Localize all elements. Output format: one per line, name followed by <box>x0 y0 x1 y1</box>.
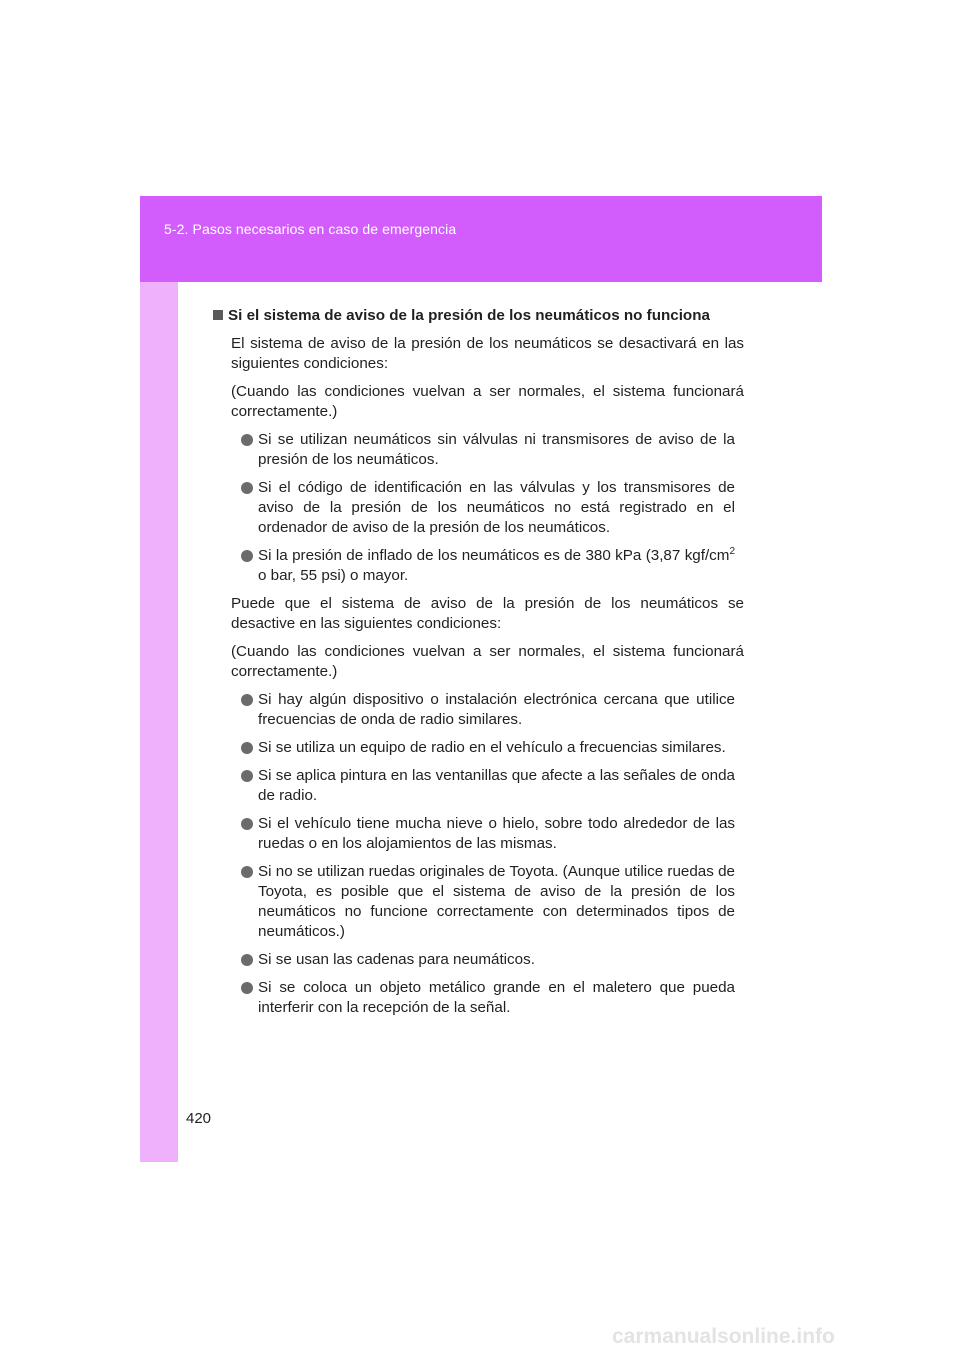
circle-bullet-icon <box>241 550 253 562</box>
square-bullet-icon <box>213 310 223 320</box>
list-item <box>258 738 735 758</box>
circle-bullet-icon <box>241 770 253 782</box>
paragraph: El sistema de aviso de la presión de los neumáticos se desactivará en las siguientes condiciones: <box>231 335 744 372</box>
chapter-title: 5-2. Pasos necesarios en caso de emergencia <box>164 221 457 237</box>
list-item <box>258 950 735 970</box>
circle-bullet-icon <box>241 482 253 494</box>
list-item-text: Si hay algún dispositivo o instalación electrónica cercana que utilice frecuencias de onda de radio similares. <box>258 691 735 728</box>
list-item <box>258 814 735 854</box>
list-item <box>258 546 735 586</box>
list-item <box>258 978 735 1018</box>
list-item-text: Si la presión de inflado de los neumáticos es de 380 kPa (3,87 kgf/cm <box>258 547 730 564</box>
superscript: 2 <box>729 545 735 557</box>
circle-bullet-icon <box>241 954 253 966</box>
list-item-text: Si no se utilizan ruedas originales de Toyota. (Aunque utilice ruedas de Toyota, es posible que el sistema de aviso de la presión de los neumáticos no funcione correctamente con determinados tipos de neumáticos.) <box>258 863 735 940</box>
section-heading-text: Si el sistema de aviso de la presión de los neumáticos no funciona <box>228 307 710 324</box>
circle-bullet-icon <box>241 742 253 754</box>
section-heading <box>213 306 744 326</box>
list-item <box>258 478 735 538</box>
watermark: carmanualsonline.info <box>612 1325 835 1348</box>
circle-bullet-icon <box>241 866 253 878</box>
list-item-text: Si el código de identificación en las válvulas y los transmisores de aviso de la presión de los neumáticos no está registrado en el ordenador de aviso de la presión de los neumáticos. <box>258 479 735 536</box>
circle-bullet-icon <box>241 818 253 830</box>
paragraph: Puede que el sistema de aviso de la presión de los neumáticos se desactive en las siguientes condiciones: <box>231 595 744 632</box>
circle-bullet-icon <box>241 694 253 706</box>
list-item-text: Si se utilizan neumáticos sin válvulas ni transmisores de aviso de la presión de los neumáticos. <box>258 431 735 468</box>
circle-bullet-icon <box>241 434 253 446</box>
page-side-tab <box>140 282 178 1162</box>
list-item-text: Si se aplica pintura en las ventanillas que afecte a las señales de onda de radio. <box>258 767 735 804</box>
circle-bullet-icon <box>241 982 253 994</box>
page-content <box>213 306 744 1026</box>
list-item-text: Si se utiliza un equipo de radio en el vehículo a frecuencias similares. <box>258 739 726 756</box>
paragraph: (Cuando las condiciones vuelvan a ser normales, el sistema funcionará correctamente.) <box>231 383 744 420</box>
paragraph: (Cuando las condiciones vuelvan a ser normales, el sistema funcionará correctamente.) <box>231 643 744 680</box>
list-item <box>258 430 735 470</box>
list-item-text: o bar, 55 psi) o mayor. <box>258 567 409 584</box>
list-item-text: Si se usan las cadenas para neumáticos. <box>258 951 535 968</box>
list-item-text: Si se coloca un objeto metálico grande en el maletero que pueda interferir con la recepción de la señal. <box>258 979 735 1016</box>
list-item <box>258 862 735 942</box>
list-item-text: Si el vehículo tiene mucha nieve o hielo, sobre todo alrededor de las ruedas o en los alojamientos de las mismas. <box>258 815 735 852</box>
page-number: 420 <box>186 1110 212 1127</box>
list-item <box>258 690 735 730</box>
chapter-header-band <box>140 196 822 282</box>
list-item <box>258 766 735 806</box>
